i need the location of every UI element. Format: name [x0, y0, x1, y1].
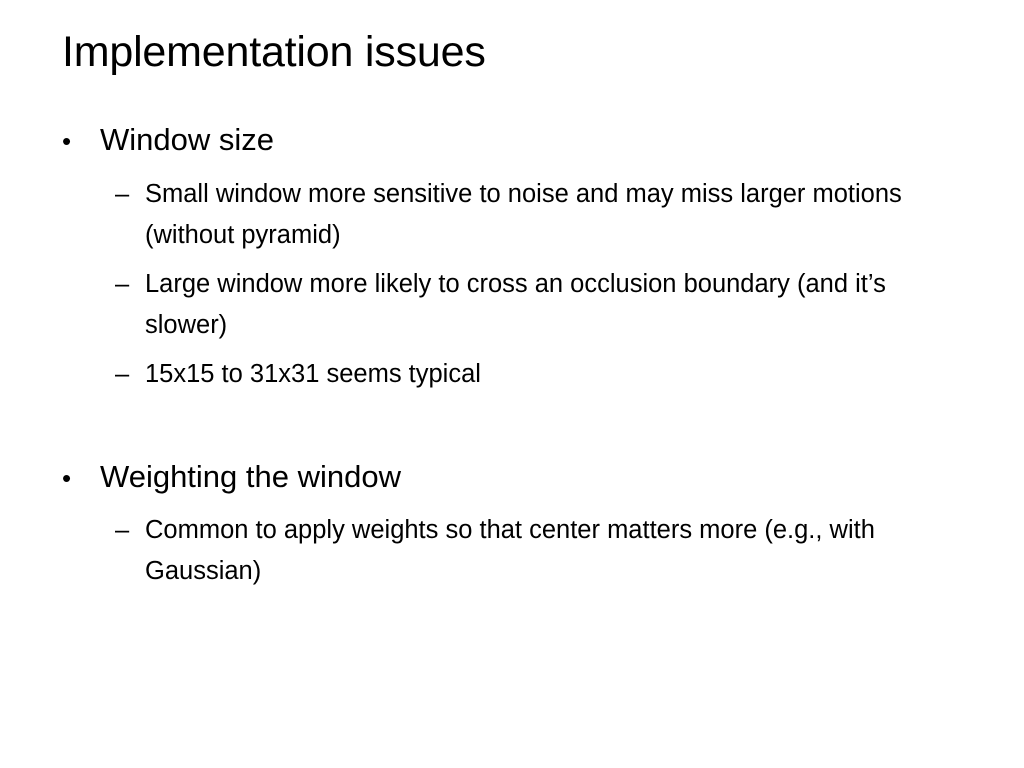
bullet-label: Weighting the window: [100, 459, 401, 494]
sub-dash: –: [115, 180, 130, 208]
bullet-dot: •: [62, 126, 72, 156]
subitem-text: Small window more sensitive to noise and may miss larger motions (without pyramid): [145, 180, 902, 249]
subitem-large-window: [115, 264, 965, 346]
bullet-window-size: [62, 120, 274, 161]
bullet-label: Window size: [100, 122, 274, 157]
subitem-typical-size: [115, 354, 965, 395]
bullet-dot: •: [62, 463, 72, 493]
slide-title: Implementation issues: [62, 28, 486, 76]
sub-dash: –: [115, 360, 130, 388]
sub-dash: –: [115, 270, 130, 298]
subitem-small-window: [115, 174, 965, 256]
bullet-weighting-window: [62, 457, 401, 498]
subitem-apply-weights: [115, 510, 965, 592]
subitem-text: Common to apply weights so that center matters more (e.g., with Gaussian): [145, 516, 875, 585]
sub-dash: –: [115, 516, 130, 544]
subitem-text: 15x15 to 31x31 seems typical: [145, 360, 481, 388]
subitem-text: Large window more likely to cross an occlusion boundary (and it’s slower): [145, 270, 886, 339]
